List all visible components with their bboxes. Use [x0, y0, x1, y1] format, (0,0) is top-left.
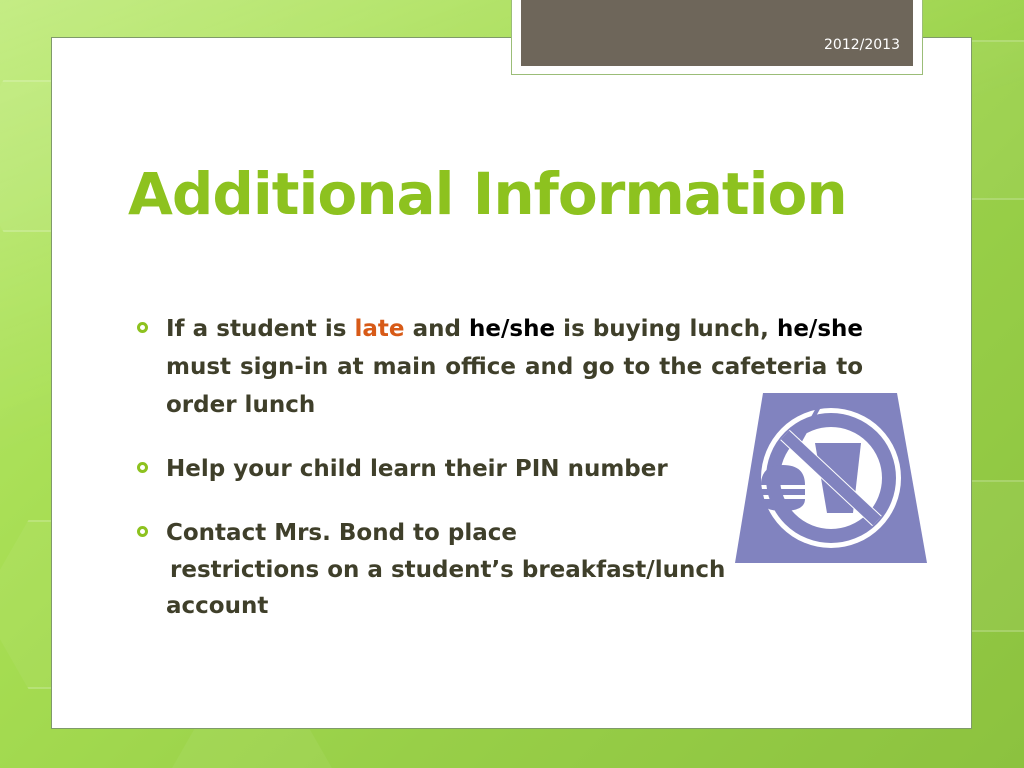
bullet-text: Help your child learn their PIN number: [166, 456, 668, 482]
date-tab-inner: [521, 0, 913, 66]
bullet-text-line: Contact Mrs. Bond to place: [166, 520, 517, 546]
bullet-circle-icon: [137, 526, 148, 537]
burger-patty-icon: [761, 489, 805, 495]
bullet-text-line: restrictions on a student’s breakfast/lunch: [170, 557, 726, 583]
bullet-circle-icon: [137, 462, 148, 473]
highlight-he-she: he/she: [776, 316, 863, 342]
date-label: 2012/2013: [824, 37, 900, 53]
highlight-he-she: he/she: [469, 316, 556, 342]
date-tab: [511, 0, 923, 75]
bullet-text-segment: must sign-in at main office and go to the cafeteria to order lunch: [166, 354, 863, 418]
bullet-circle-icon: [137, 322, 148, 333]
bullet-text-segment: and: [404, 316, 470, 342]
bullet-text-segment: is buying lunch,: [555, 316, 777, 342]
bullet-text-segment: If a student is: [166, 316, 355, 342]
bullet-text-line: account: [166, 593, 269, 619]
slide-title: Additional Information: [128, 160, 847, 228]
no-food-and-drink-icon: [735, 393, 927, 563]
highlight-late: late: [354, 316, 405, 342]
